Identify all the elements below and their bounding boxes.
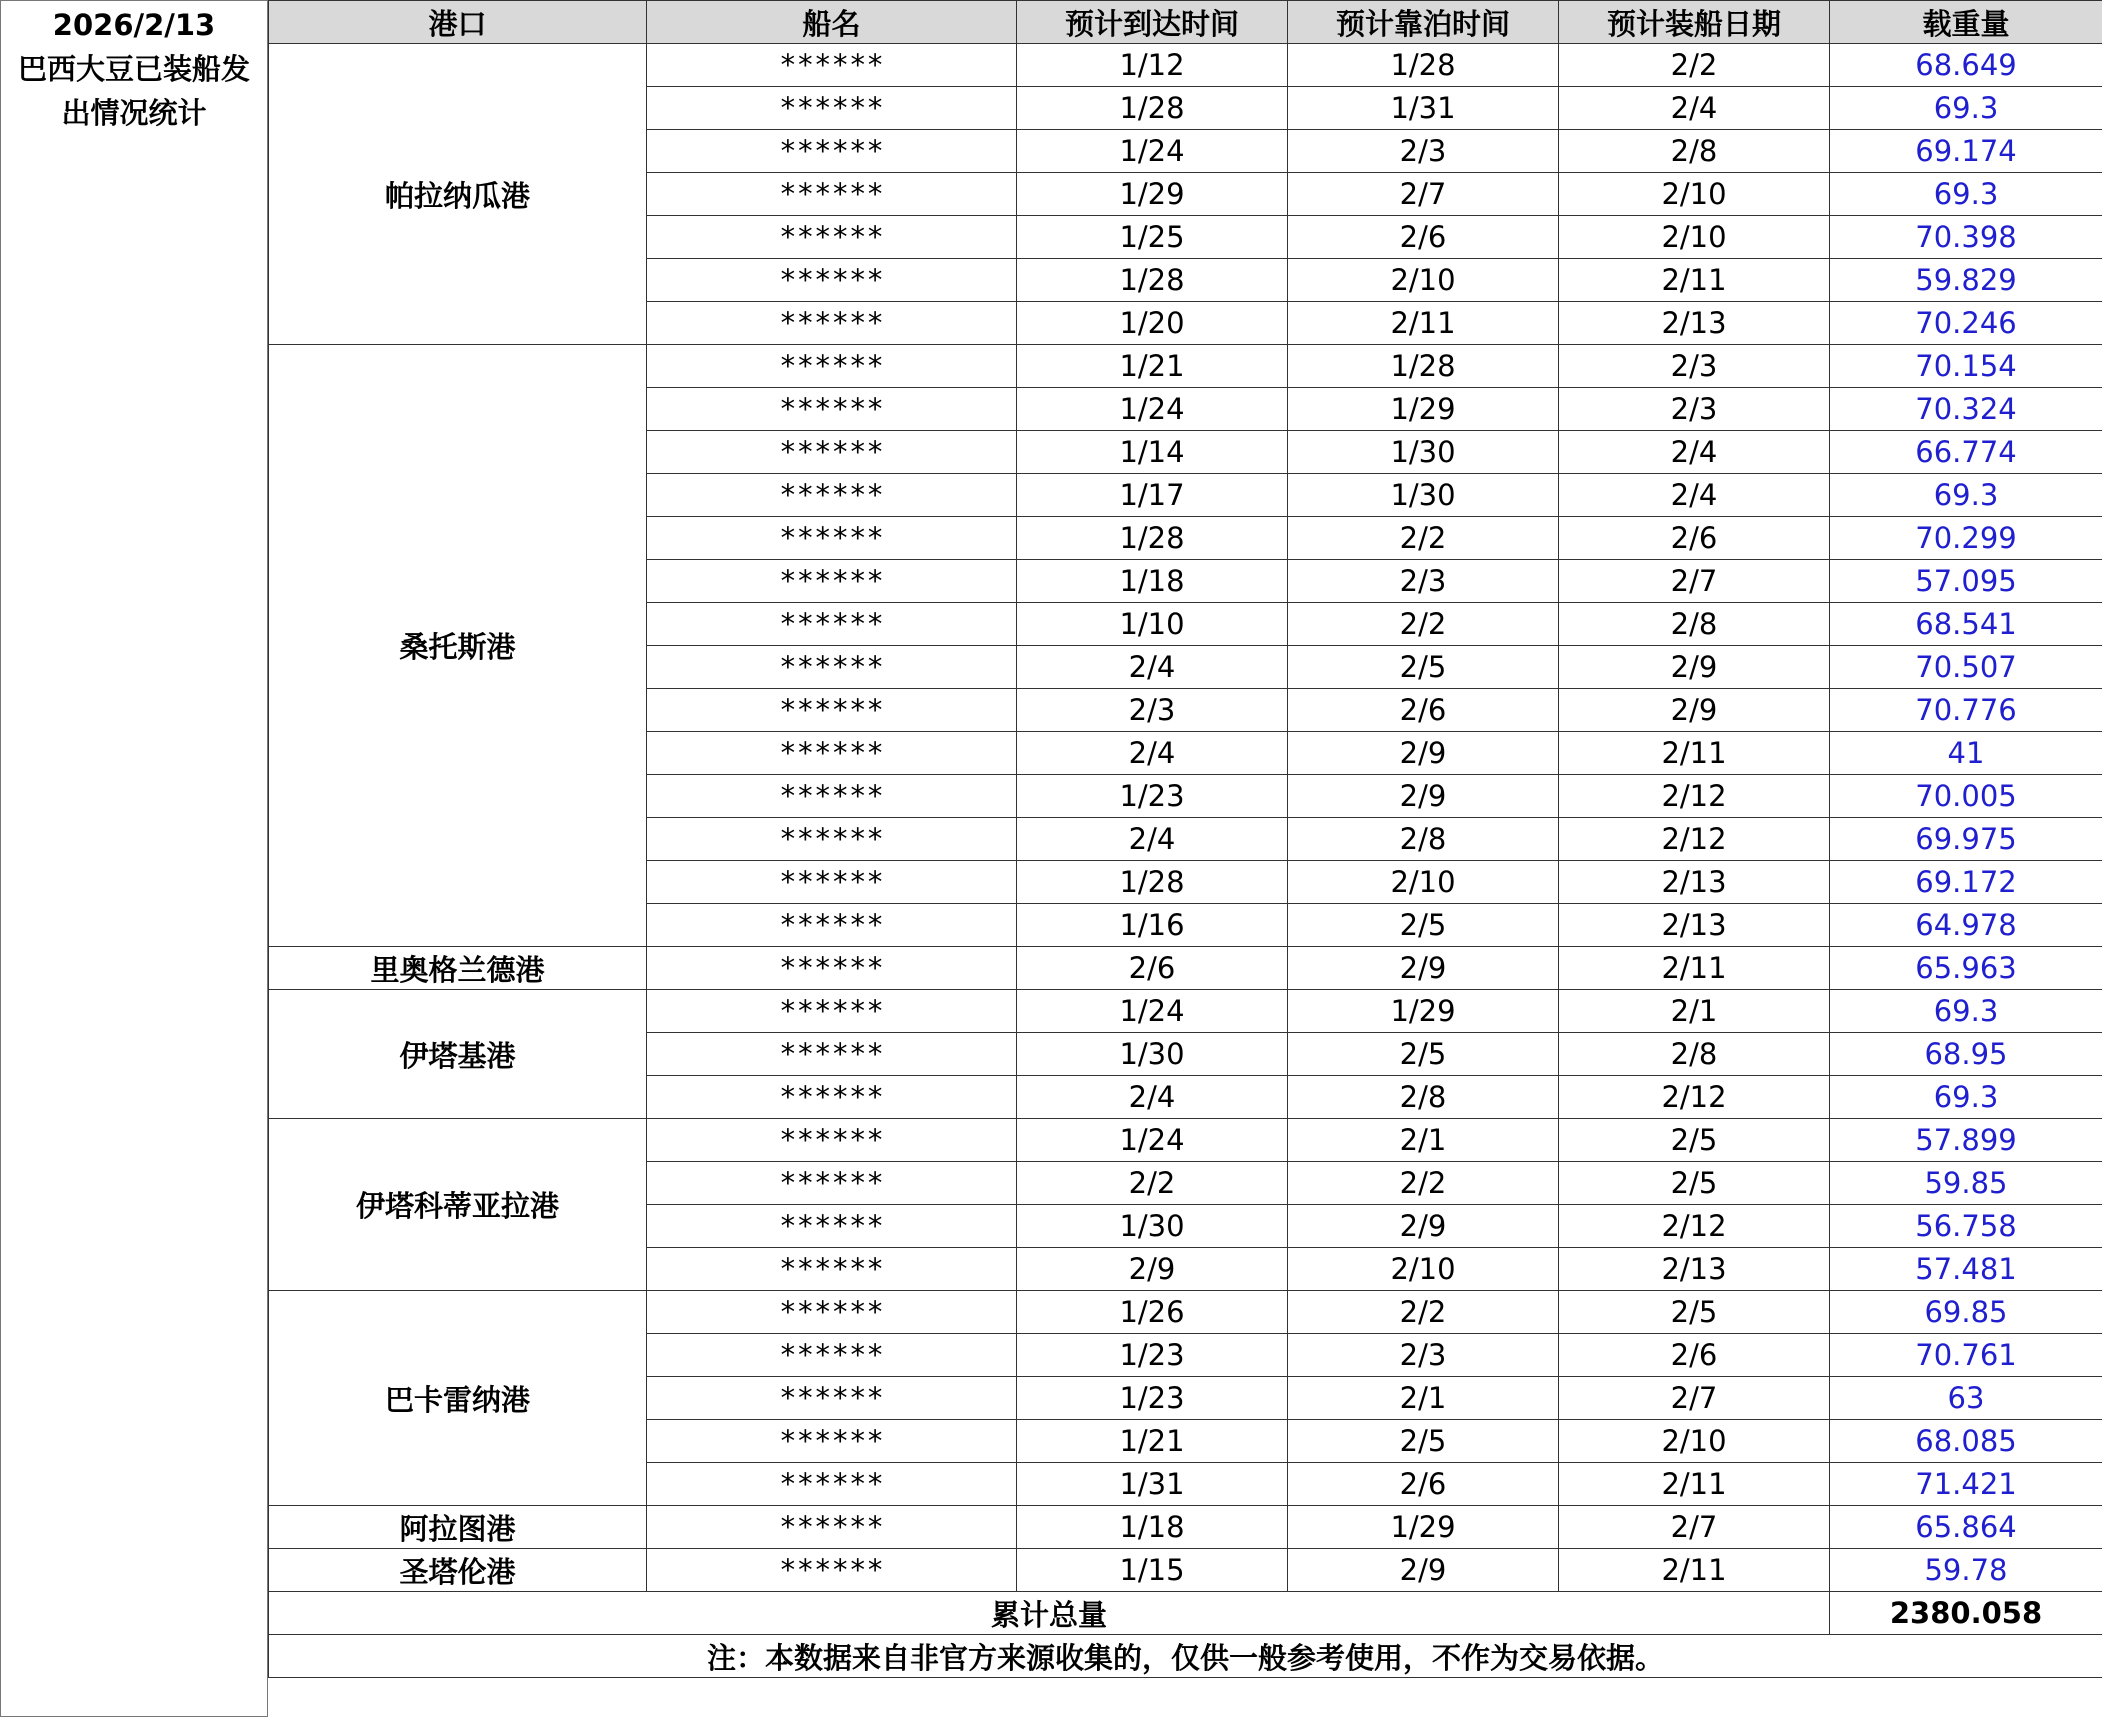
vessel-name-cell: ****** (647, 775, 1017, 818)
berthing-cell: 2/5 (1288, 904, 1559, 947)
tonnage-cell: 69.85 (1830, 1291, 2102, 1334)
port-cell: 里奥格兰德港 (269, 947, 647, 990)
tonnage-cell: 59.78 (1830, 1549, 2102, 1592)
loading-date-cell: 2/4 (1559, 474, 1830, 517)
tonnage-cell: 70.398 (1830, 216, 2102, 259)
vessel-name-cell: ****** (647, 1248, 1017, 1291)
table-row (269, 44, 2102, 87)
report-title: 巴西大豆已装船发出情况统计 (17, 52, 250, 130)
eta-cell: 1/30 (1017, 1205, 1288, 1248)
loading-date-cell: 2/7 (1559, 1377, 1830, 1420)
berthing-cell: 2/2 (1288, 1291, 1559, 1334)
report-date: 2026/2/13 (52, 8, 216, 42)
header-berthing: 预计靠泊时间 (1288, 1, 1559, 44)
vessel-name-cell: ****** (647, 87, 1017, 130)
berthing-cell: 2/6 (1288, 689, 1559, 732)
berthing-cell: 2/10 (1288, 259, 1559, 302)
eta-cell: 2/6 (1017, 947, 1288, 990)
loading-date-cell: 2/13 (1559, 302, 1830, 345)
header-loading-date: 预计装船日期 (1559, 1, 1830, 44)
table-body (269, 44, 2102, 1592)
loading-date-cell: 2/9 (1559, 646, 1830, 689)
port-cell: 伊塔基港 (269, 990, 647, 1119)
header-tonnage: 载重量 (1830, 1, 2102, 44)
berthing-cell: 1/28 (1288, 44, 1559, 87)
total-label: 累计总量 (269, 1592, 1830, 1635)
vessel-name-cell: ****** (647, 1291, 1017, 1334)
berthing-cell: 2/3 (1288, 1334, 1559, 1377)
loading-date-cell: 2/5 (1559, 1162, 1830, 1205)
berthing-cell: 2/10 (1288, 861, 1559, 904)
berthing-cell: 2/2 (1288, 517, 1559, 560)
vessel-name-cell: ****** (647, 1162, 1017, 1205)
vessel-name-cell: ****** (647, 818, 1017, 861)
tonnage-cell: 69.174 (1830, 130, 2102, 173)
eta-cell: 1/30 (1017, 1033, 1288, 1076)
table-row (269, 1291, 2102, 1334)
loading-date-cell: 2/6 (1559, 1334, 1830, 1377)
vessel-name-cell: ****** (647, 1033, 1017, 1076)
tonnage-cell: 63 (1830, 1377, 2102, 1420)
eta-cell: 1/31 (1017, 1463, 1288, 1506)
tonnage-cell: 69.3 (1830, 990, 2102, 1033)
vessel-name-cell: ****** (647, 732, 1017, 775)
table-row (269, 990, 2102, 1033)
report-sidebar (0, 0, 268, 1717)
berthing-cell: 1/30 (1288, 431, 1559, 474)
vessel-name-cell: ****** (647, 44, 1017, 87)
vessel-name-cell: ****** (647, 990, 1017, 1033)
berthing-cell: 2/11 (1288, 302, 1559, 345)
eta-cell: 1/25 (1017, 216, 1288, 259)
berthing-cell: 2/9 (1288, 732, 1559, 775)
vessel-name-cell: ****** (647, 1506, 1017, 1549)
eta-cell: 2/4 (1017, 732, 1288, 775)
tonnage-cell: 68.95 (1830, 1033, 2102, 1076)
loading-date-cell: 2/12 (1559, 775, 1830, 818)
eta-cell: 1/14 (1017, 431, 1288, 474)
vessel-name-cell: ****** (647, 173, 1017, 216)
vessel-name-cell: ****** (647, 861, 1017, 904)
port-cell: 圣塔伦港 (269, 1549, 647, 1592)
table-row (269, 1549, 2102, 1592)
eta-cell: 1/28 (1017, 87, 1288, 130)
loading-date-cell: 2/11 (1559, 732, 1830, 775)
tonnage-cell: 71.421 (1830, 1463, 2102, 1506)
vessel-name-cell: ****** (647, 1334, 1017, 1377)
loading-date-cell: 2/12 (1559, 1076, 1830, 1119)
berthing-cell: 2/3 (1288, 560, 1559, 603)
berthing-cell: 1/29 (1288, 1506, 1559, 1549)
vessel-name-cell: ****** (647, 431, 1017, 474)
vessel-name-cell: ****** (647, 1420, 1017, 1463)
tonnage-cell: 70.507 (1830, 646, 2102, 689)
tonnage-cell: 59.829 (1830, 259, 2102, 302)
loading-date-cell: 2/10 (1559, 216, 1830, 259)
eta-cell: 1/21 (1017, 345, 1288, 388)
loading-date-cell: 2/5 (1559, 1291, 1830, 1334)
tonnage-cell: 69.3 (1830, 87, 2102, 130)
port-cell: 帕拉纳瓜港 (269, 44, 647, 345)
tonnage-cell: 65.963 (1830, 947, 2102, 990)
total-row (269, 1592, 2102, 1635)
berthing-cell: 1/29 (1288, 990, 1559, 1033)
berthing-cell: 1/28 (1288, 345, 1559, 388)
eta-cell: 1/28 (1017, 517, 1288, 560)
tonnage-cell: 57.095 (1830, 560, 2102, 603)
loading-date-cell: 2/10 (1559, 173, 1830, 216)
vessel-name-cell: ****** (647, 1377, 1017, 1420)
header-vessel: 船名 (647, 1, 1017, 44)
tonnage-cell: 70.761 (1830, 1334, 2102, 1377)
berthing-cell: 2/2 (1288, 603, 1559, 646)
tonnage-cell: 70.299 (1830, 517, 2102, 560)
eta-cell: 1/26 (1017, 1291, 1288, 1334)
berthing-cell: 1/31 (1288, 87, 1559, 130)
eta-cell: 1/28 (1017, 861, 1288, 904)
note-row (269, 1635, 2102, 1678)
tonnage-cell: 59.85 (1830, 1162, 2102, 1205)
vessel-name-cell: ****** (647, 1119, 1017, 1162)
tonnage-cell: 69.975 (1830, 818, 2102, 861)
eta-cell: 1/24 (1017, 990, 1288, 1033)
tonnage-cell: 69.172 (1830, 861, 2102, 904)
eta-cell: 1/16 (1017, 904, 1288, 947)
berthing-cell: 2/5 (1288, 1420, 1559, 1463)
disclaimer-note: 注：本数据来自非官方来源收集的，仅供一般参考使用，不作为交易依据。 (269, 1635, 2102, 1678)
eta-cell: 1/28 (1017, 259, 1288, 302)
berthing-cell: 2/5 (1288, 646, 1559, 689)
berthing-cell: 2/8 (1288, 818, 1559, 861)
berthing-cell: 2/10 (1288, 1248, 1559, 1291)
eta-cell: 1/24 (1017, 388, 1288, 431)
tonnage-cell: 57.899 (1830, 1119, 2102, 1162)
header-port: 港口 (269, 1, 647, 44)
berthing-cell: 2/9 (1288, 1549, 1559, 1592)
total-value: 2380.058 (1830, 1592, 2102, 1635)
vessel-name-cell: ****** (647, 517, 1017, 560)
tonnage-cell: 70.005 (1830, 775, 2102, 818)
loading-date-cell: 2/8 (1559, 603, 1830, 646)
loading-date-cell: 2/11 (1559, 1463, 1830, 1506)
vessel-name-cell: ****** (647, 130, 1017, 173)
tonnage-cell: 69.3 (1830, 1076, 2102, 1119)
eta-cell: 2/3 (1017, 689, 1288, 732)
loading-date-cell: 2/11 (1559, 259, 1830, 302)
vessel-name-cell: ****** (647, 1205, 1017, 1248)
table-header-row (269, 1, 2102, 44)
eta-cell: 1/20 (1017, 302, 1288, 345)
tonnage-cell: 66.774 (1830, 431, 2102, 474)
loading-date-cell: 2/4 (1559, 87, 1830, 130)
vessel-name-cell: ****** (647, 689, 1017, 732)
eta-cell: 1/23 (1017, 775, 1288, 818)
tonnage-cell: 68.649 (1830, 44, 2102, 87)
eta-cell: 1/24 (1017, 1119, 1288, 1162)
berthing-cell: 2/1 (1288, 1119, 1559, 1162)
eta-cell: 1/18 (1017, 560, 1288, 603)
tonnage-cell: 69.3 (1830, 474, 2102, 517)
eta-cell: 1/15 (1017, 1549, 1288, 1592)
eta-cell: 1/12 (1017, 44, 1288, 87)
berthing-cell: 2/3 (1288, 130, 1559, 173)
table-row (269, 947, 2102, 990)
loading-date-cell: 2/4 (1559, 431, 1830, 474)
loading-date-cell: 2/3 (1559, 388, 1830, 431)
vessel-name-cell: ****** (647, 603, 1017, 646)
eta-cell: 1/21 (1017, 1420, 1288, 1463)
port-cell: 阿拉图港 (269, 1506, 647, 1549)
port-cell: 伊塔科蒂亚拉港 (269, 1119, 647, 1291)
eta-cell: 1/24 (1017, 130, 1288, 173)
berthing-cell: 2/6 (1288, 1463, 1559, 1506)
loading-date-cell: 2/2 (1559, 44, 1830, 87)
berthing-cell: 2/9 (1288, 1205, 1559, 1248)
berthing-cell: 2/9 (1288, 947, 1559, 990)
port-cell: 桑托斯港 (269, 345, 647, 947)
vessel-name-cell: ****** (647, 646, 1017, 689)
table-row (269, 345, 2102, 388)
eta-cell: 1/18 (1017, 1506, 1288, 1549)
tonnage-cell: 70.246 (1830, 302, 2102, 345)
loading-date-cell: 2/13 (1559, 1248, 1830, 1291)
eta-cell: 1/29 (1017, 173, 1288, 216)
eta-cell: 2/4 (1017, 646, 1288, 689)
header-eta: 预计到达时间 (1017, 1, 1288, 44)
shipment-table (268, 0, 2102, 1678)
loading-date-cell: 2/11 (1559, 1549, 1830, 1592)
berthing-cell: 1/29 (1288, 388, 1559, 431)
loading-date-cell: 2/13 (1559, 861, 1830, 904)
tonnage-cell: 57.481 (1830, 1248, 2102, 1291)
table-row (269, 1119, 2102, 1162)
loading-date-cell: 2/12 (1559, 818, 1830, 861)
port-cell: 巴卡雷纳港 (269, 1291, 647, 1506)
loading-date-cell: 2/1 (1559, 990, 1830, 1033)
loading-date-cell: 2/5 (1559, 1119, 1830, 1162)
tonnage-cell: 69.3 (1830, 173, 2102, 216)
vessel-name-cell: ****** (647, 947, 1017, 990)
loading-date-cell: 2/7 (1559, 560, 1830, 603)
berthing-cell: 2/6 (1288, 216, 1559, 259)
loading-date-cell: 2/10 (1559, 1420, 1830, 1463)
berthing-cell: 2/5 (1288, 1033, 1559, 1076)
vessel-name-cell: ****** (647, 560, 1017, 603)
vessel-name-cell: ****** (647, 1463, 1017, 1506)
tonnage-cell: 70.324 (1830, 388, 2102, 431)
vessel-name-cell: ****** (647, 216, 1017, 259)
tonnage-cell: 68.541 (1830, 603, 2102, 646)
loading-date-cell: 2/9 (1559, 689, 1830, 732)
vessel-name-cell: ****** (647, 302, 1017, 345)
loading-date-cell: 2/12 (1559, 1205, 1830, 1248)
eta-cell: 1/23 (1017, 1377, 1288, 1420)
eta-cell: 1/10 (1017, 603, 1288, 646)
eta-cell: 2/2 (1017, 1162, 1288, 1205)
loading-date-cell: 2/8 (1559, 1033, 1830, 1076)
vessel-name-cell: ****** (647, 1549, 1017, 1592)
table-row (269, 1506, 2102, 1549)
eta-cell: 2/4 (1017, 1076, 1288, 1119)
eta-cell: 1/23 (1017, 1334, 1288, 1377)
vessel-name-cell: ****** (647, 474, 1017, 517)
tonnage-cell: 68.085 (1830, 1420, 2102, 1463)
tonnage-cell: 56.758 (1830, 1205, 2102, 1248)
vessel-name-cell: ****** (647, 1076, 1017, 1119)
tonnage-cell: 65.864 (1830, 1506, 2102, 1549)
loading-date-cell: 2/13 (1559, 904, 1830, 947)
berthing-cell: 2/1 (1288, 1377, 1559, 1420)
berthing-cell: 2/2 (1288, 1162, 1559, 1205)
vessel-name-cell: ****** (647, 388, 1017, 431)
tonnage-cell: 70.154 (1830, 345, 2102, 388)
loading-date-cell: 2/6 (1559, 517, 1830, 560)
vessel-name-cell: ****** (647, 904, 1017, 947)
loading-date-cell: 2/3 (1559, 345, 1830, 388)
berthing-cell: 2/7 (1288, 173, 1559, 216)
berthing-cell: 2/8 (1288, 1076, 1559, 1119)
vessel-name-cell: ****** (647, 345, 1017, 388)
berthing-cell: 1/30 (1288, 474, 1559, 517)
vessel-name-cell: ****** (647, 259, 1017, 302)
tonnage-cell: 64.978 (1830, 904, 2102, 947)
loading-date-cell: 2/8 (1559, 130, 1830, 173)
loading-date-cell: 2/11 (1559, 947, 1830, 990)
eta-cell: 2/9 (1017, 1248, 1288, 1291)
berthing-cell: 2/9 (1288, 775, 1559, 818)
eta-cell: 1/17 (1017, 474, 1288, 517)
loading-date-cell: 2/7 (1559, 1506, 1830, 1549)
eta-cell: 2/4 (1017, 818, 1288, 861)
tonnage-cell: 70.776 (1830, 689, 2102, 732)
tonnage-cell: 41 (1830, 732, 2102, 775)
